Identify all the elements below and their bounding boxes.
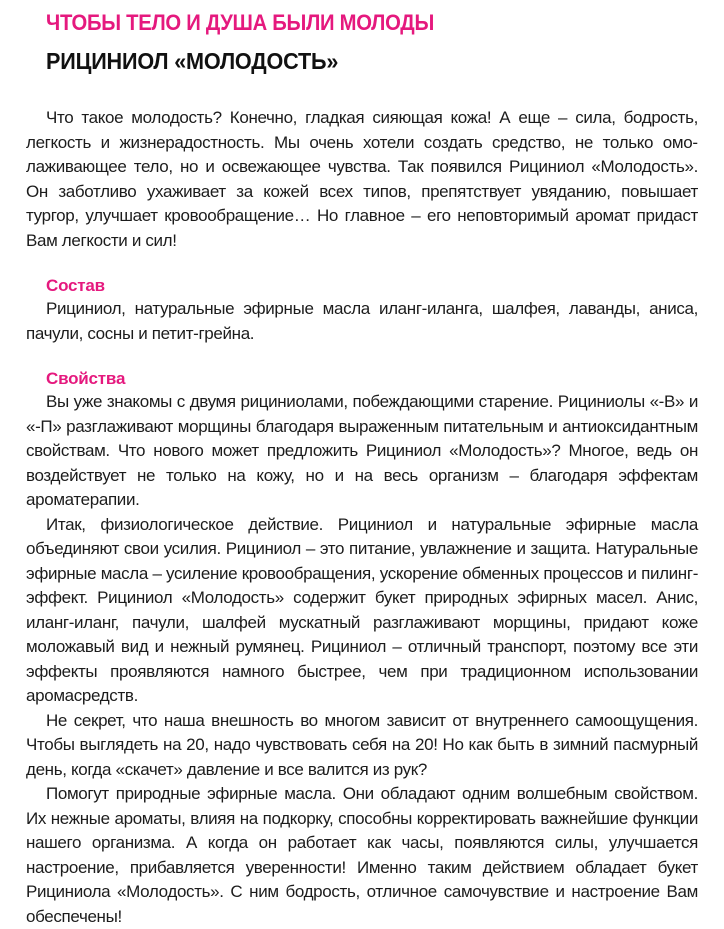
composition-paragraph: Рициниол, натуральные эфирные масла иланг-иланга, шалфея, лаванды, аниса, пачули, сосны и петит-грейна.: [26, 299, 698, 343]
properties-paragraph-2: Итак, физиологическое действие. Рициниол и натуральные эфирные масла объединяют свои усилия. Рициниол – это питание, увлажнение и защита. Натуральные эфирные масла – усиление кровообращения, ускорение обменных процессов и пилинг-эффект. Рициниол «Молодость» содержит букет природных эфирных масел. Анис, иланг-иланг, пачули, шалфей мускатный разглаживают морщины, придают коже моложавый вид и нежный румянец. Рициниол – отличный транспорт, поэтому все эти эффекты проявляются намного быстрее, чем при традиционном использовании аромасредств.: [26, 514, 698, 705]
properties-paragraph-1: Вы уже знакомы с двумя рициниолами, побеждающими старение. Рициниолы «-В» и «-П» разглаживают морщины благодаря выраженным питательным и антиоксидантным свойствам. Что нового может предложить Рициниол «Молодость»? Многое, ведь он воздействует не только на кожу, но и на весь организм – благодаря эффектам ароматерапии.: [26, 392, 698, 509]
composition-section: [26, 275, 698, 346]
article-title: РИЦИНИОЛ «МОЛОДОСТЬ»: [46, 48, 339, 74]
composition-heading: Состав: [46, 276, 105, 295]
article-kicker: ЧТОБЫ ТЕЛО И ДУША БЫЛИ МОЛОДЫ: [46, 10, 434, 35]
properties-paragraph-4: Помогут природные эфирные масла. Они обладают одним волшебным свойством. Их нежные ароматы, влияя на подкорку, способны корректировать важнейшие функции нашего организма. А когда он работает как часы, появляются силы, улучшается настроение, прибавляется уверенности! Именно таким действием обладает букет Рициниола «Молодость». С ним бодрость, отличное самочувствие и настроение Вам обеспечены!: [26, 784, 698, 926]
properties-paragraph-3: Не секрет, что наша внешность во многом зависит от внутреннего самоощущения. Чтобы выглядеть на 20, надо чувствовать себя на 20! Но как быть в зимний пасмурный день, когда «скачет» давление и все валится из рук?: [26, 710, 698, 779]
article-body: [26, 106, 698, 929]
properties-heading: Свойства: [46, 369, 126, 388]
properties-section: [26, 368, 698, 929]
intro-paragraph: Что такое молодость? Конечно, гладкая сияющая кожа! А еще – сила, бодрость, легкость и жизнерадостность. Мы очень хотели создать средство, не только омолаживающее тело, но и освежающее чувства. Так появился Рициниол «Молодость». Он заботливо ухаживает за кожей всех типов, препятствует увяданию, повышает тургор, улучшает кровообращение… Но главное – его неповторимый аромат придаст Вам легкости и сил!: [26, 108, 698, 250]
